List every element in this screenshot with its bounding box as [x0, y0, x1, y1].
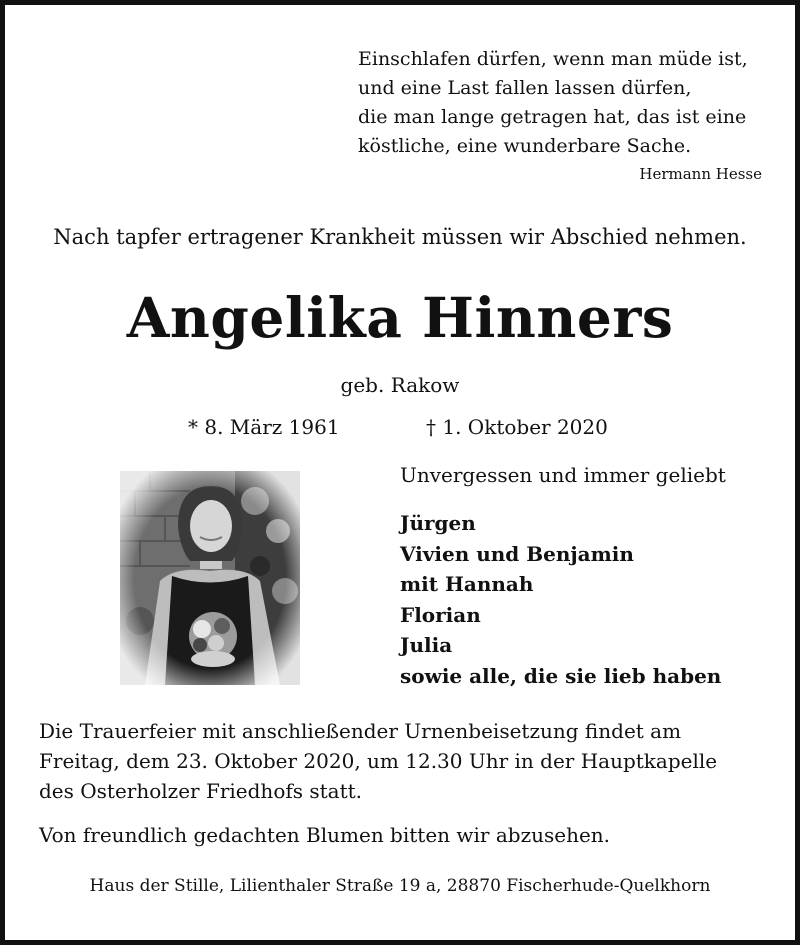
- portrait-photo: [120, 471, 300, 685]
- quote: [358, 45, 778, 161]
- birth-name: geb. Rakow: [340, 373, 460, 397]
- mourner-name: sowie alle, die sie lieb haben: [400, 663, 722, 688]
- funeral-details: [39, 716, 779, 806]
- mourner-name: Jürgen: [400, 511, 476, 535]
- mourners-list: [400, 508, 721, 691]
- quote-author: Hermann Hesse: [639, 165, 762, 183]
- mourner-name: Florian: [400, 602, 481, 627]
- funeral-line: des Osterholzer Friedhofs statt.: [39, 779, 363, 803]
- undertaker-address: Haus der Stille, Lilienthaler Straße 19 a, 28870 Fischerhude-Quelkhorn: [89, 876, 711, 896]
- intro-text: Nach tapfer ertragener Krankheit müssen wir Abschied nehmen.: [53, 225, 747, 249]
- death-date: † 1. Oktober 2020: [426, 415, 608, 439]
- quote-line: die man lange getragen hat, das ist eine: [358, 106, 747, 128]
- mourner-name: Julia: [400, 633, 453, 657]
- quote-line: und eine Last fallen lassen dürfen,: [358, 77, 692, 99]
- mourners-heading: Unvergessen und immer geliebt: [400, 463, 726, 487]
- deceased-name: Angelika Hinners: [126, 285, 674, 350]
- funeral-line: Freitag, dem 23. Oktober 2020, um 12.30 Uhr in der Hauptkapelle: [39, 749, 718, 773]
- quote-line: Einschlafen dürfen, wenn man müde ist,: [358, 48, 748, 70]
- funeral-line: Die Trauerfeier mit anschließender Urnenbeisetzung findet am: [39, 719, 682, 743]
- mourner-name: Vivien und Benjamin: [400, 541, 634, 566]
- flowers-note: Von freundlich gedachten Blumen bitten wir abzusehen.: [39, 823, 611, 847]
- mourner-name: mit Hannah: [400, 572, 534, 596]
- quote-line: köstliche, eine wunderbare Sache.: [358, 135, 692, 157]
- birth-date: * 8. März 1961: [188, 415, 340, 439]
